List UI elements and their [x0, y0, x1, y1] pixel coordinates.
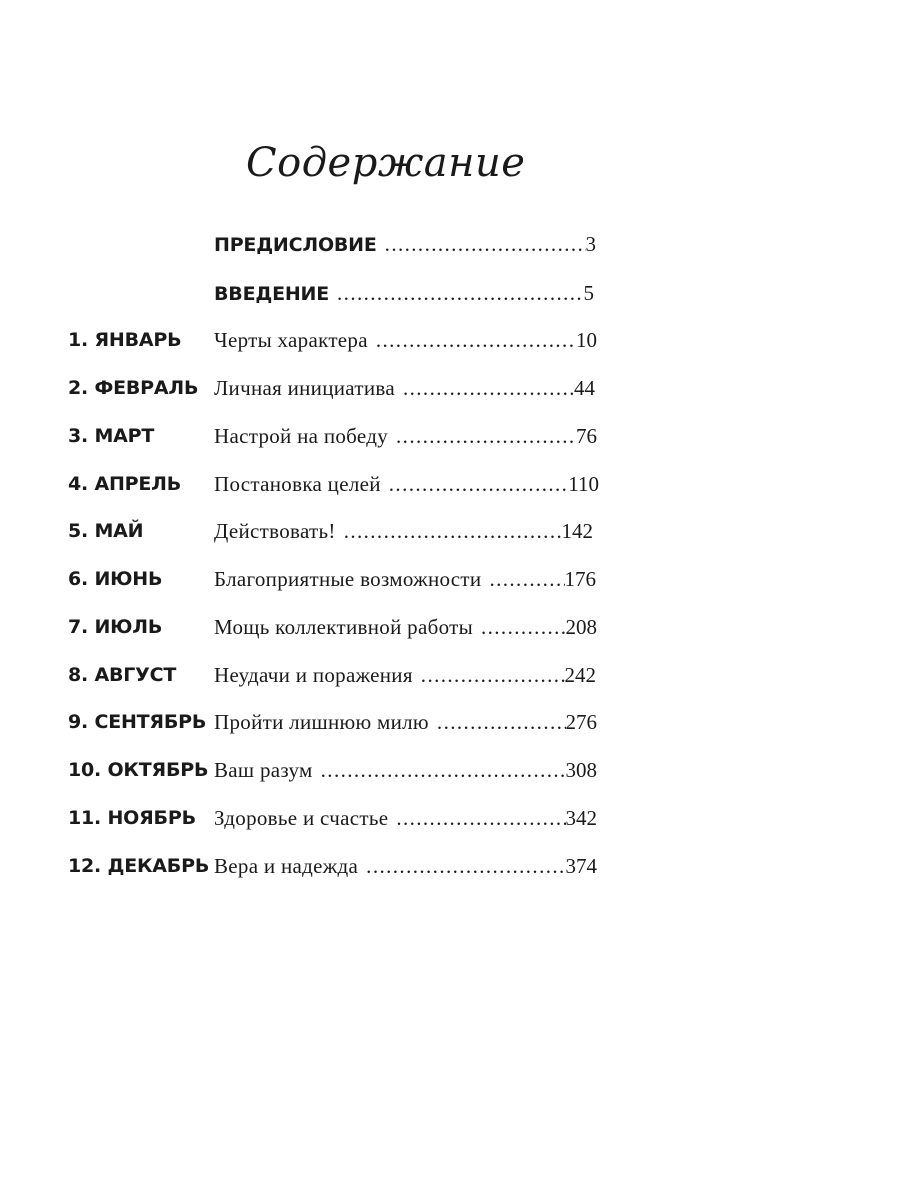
toc-dot-leader [313, 755, 566, 785]
toc-entry-title: Черты характера [214, 328, 368, 352]
toc-entry [214, 421, 597, 451]
toc-dot-leader [388, 803, 565, 833]
toc-entry-title: ПРЕДИСЛОВИЕ [214, 234, 377, 256]
toc-row [0, 325, 900, 355]
toc-page-number: 308 [565, 758, 597, 782]
toc-dot-leader [377, 229, 586, 259]
toc-entry [214, 564, 596, 594]
toc-month-label: 4. АПРЕЛЬ [68, 473, 182, 495]
toc-entry-title: Постановка целей [214, 472, 381, 496]
toc-page-number: 142 [561, 519, 593, 543]
toc-page-number: 76 [576, 424, 597, 448]
toc-entry [214, 278, 594, 309]
toc-dot-leader [368, 325, 576, 355]
toc-dot-leader [473, 612, 566, 642]
toc-month-label: 5. МАЙ [68, 520, 144, 542]
toc-entry [214, 469, 599, 499]
toc-entry [214, 660, 596, 690]
toc-entry-title: Ваш разум [214, 758, 313, 782]
toc-entry [214, 755, 597, 785]
toc-row [0, 373, 900, 403]
toc-page-number: 208 [565, 615, 597, 639]
toc-dot-leader [358, 851, 565, 881]
toc-entry-title: ВВЕДЕНИЕ [214, 283, 330, 305]
toc-dot-leader [395, 373, 574, 403]
toc-page-number: 276 [565, 710, 597, 734]
toc-entry [214, 325, 597, 355]
toc-entry [214, 516, 593, 546]
toc-row [0, 707, 900, 737]
toc-month-label: 1. ЯНВАРЬ [68, 329, 182, 351]
toc-entry-title: Благоприятные возможности [214, 567, 482, 591]
toc-entry-title: Действовать! [214, 519, 336, 543]
toc-row [0, 229, 900, 259]
toc-page-number: 242 [564, 663, 596, 687]
toc-dot-leader [429, 707, 566, 737]
toc-page-number: 374 [565, 854, 597, 878]
toc-dot-leader [388, 421, 576, 451]
toc-month-label: 11. НОЯБРЬ [68, 807, 196, 829]
toc-entry [214, 707, 597, 737]
toc-page-number: 5 [583, 281, 594, 305]
toc-page-number: 3 [585, 232, 596, 256]
toc-month-label: 12. ДЕКАБРЬ [68, 855, 210, 877]
toc-entry-title: Настрой на победу [214, 424, 389, 448]
toc-row [0, 564, 900, 594]
toc-row [0, 803, 900, 833]
toc-row [0, 660, 900, 690]
toc-page-number: 342 [565, 806, 597, 830]
toc-month-label: 2. ФЕВРАЛЬ [68, 377, 199, 399]
toc-row [0, 612, 900, 642]
toc-row [0, 421, 900, 451]
toc-month-label: 3. МАРТ [68, 425, 155, 447]
toc-page-number: 44 [574, 376, 595, 400]
toc-row [0, 516, 900, 546]
toc-entry [214, 851, 597, 881]
toc-dot-leader [381, 469, 568, 499]
toc-entry-title: Здоровье и счастье [214, 806, 389, 830]
toc-row [0, 278, 900, 308]
toc-dot-leader [329, 278, 583, 308]
toc-row [0, 851, 900, 881]
toc-entry-title: Мощь коллективной работы [214, 615, 473, 639]
toc-row [0, 755, 900, 785]
toc-entry [214, 803, 597, 833]
toc-month-label: 8. АВГУСТ [68, 664, 177, 686]
toc-month-label: 6. ИЮНЬ [68, 568, 163, 590]
toc-dot-leader [336, 516, 562, 546]
toc-page-number: 10 [576, 328, 597, 352]
toc-entry-title: Личная инициатива [214, 376, 395, 400]
toc-month-label: 9. СЕНТЯБРЬ [68, 711, 207, 733]
toc-row [0, 469, 900, 499]
toc-entry-title: Неудачи и поражения [214, 663, 413, 687]
toc-heading: Содержание [246, 140, 526, 186]
toc-entry-title: Пройти лишнюю милю [214, 710, 429, 734]
toc-dot-leader [481, 564, 564, 594]
toc-entry-title: Вера и надежда [214, 854, 359, 878]
toc-dot-leader [413, 660, 565, 690]
toc-page-number: 176 [564, 567, 596, 591]
toc-month-label: 10. ОКТЯБРЬ [68, 759, 209, 781]
toc-month-label: 7. ИЮЛЬ [68, 616, 163, 638]
toc-entry [214, 229, 596, 260]
toc-entry [214, 612, 597, 642]
toc-entry [214, 373, 595, 403]
toc-page-number: 110 [568, 472, 599, 496]
